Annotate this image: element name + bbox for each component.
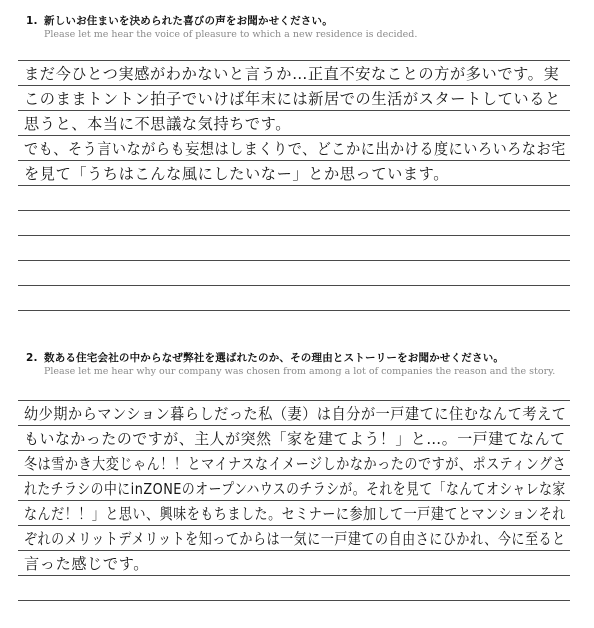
answer-2-line: もいなかったのですが、主人が突然「家を建てよう！」と…。一戸建てなんて xyxy=(24,430,566,448)
rule-line xyxy=(18,310,570,311)
rule-line xyxy=(18,500,570,501)
rule-line xyxy=(18,110,570,111)
question-1-subtitle: Please let me hear the voice of pleasure to which a new residence is decided. xyxy=(44,29,418,40)
answer-1-line: このままトントン拍子でいけば年末には新居での生活がスタートしていると xyxy=(24,90,561,108)
rule-line xyxy=(18,400,570,401)
answer-1-area xyxy=(18,60,570,310)
answer-2-line: れたチラシの中にinZONEのオープンハウスのチラシが。それを見て「なんてオシャレな家 xyxy=(24,480,566,498)
rule-line xyxy=(18,210,570,211)
question-1-title-row xyxy=(26,14,417,28)
answer-2-line: 冬は雪かき大変じゃん！！とマイナスなイメージしかなかったのですが、ポスティングさ xyxy=(24,455,567,473)
rule-line xyxy=(18,85,570,86)
rule-line xyxy=(18,185,570,186)
rule-line xyxy=(18,575,570,576)
answer-1-line: を見て「うちはこんな風にしたいなー」とか思っています。 xyxy=(24,165,450,183)
answer-2-line: 言った感じです。 xyxy=(24,555,150,573)
rule-line xyxy=(18,550,570,551)
question-1-number: 1. xyxy=(26,15,38,27)
rule-line xyxy=(18,235,570,236)
question-1-header xyxy=(26,14,417,41)
answer-1-line: まだ今ひとつ実感がわかないと言うか…正直不安なことの方が多いです。実 xyxy=(24,65,560,83)
rule-line xyxy=(18,160,570,161)
answer-2-line: 幼少期からマンション暮らしだった私（妻）は自分が一戸建てに住むなんて考えて xyxy=(24,405,567,423)
rule-line xyxy=(18,475,570,476)
question-1-title: 新しいお住まいを決められた喜びの声をお聞かせください。 xyxy=(44,15,333,27)
answer-2-line: なんだ！！」と思い、興味をもちました。セミナーに参加して一戸建てとマンションそれ xyxy=(24,505,566,523)
question-2-subtitle: Please let me hear why our company was chosen from among a lot of companies the reason and the story. xyxy=(44,366,556,377)
question-2-title: 数ある住宅会社の中からなぜ弊社を選ばれたのか、その理由とストーリーをお聞かせください。 xyxy=(44,352,505,364)
rule-line xyxy=(18,600,570,601)
rule-line xyxy=(18,135,570,136)
answer-2-area xyxy=(18,400,570,600)
answer-1-line: 思うと、本当に不思議な気持ちです。 xyxy=(24,115,292,133)
question-2-title-row xyxy=(26,351,555,365)
rule-line xyxy=(18,525,570,526)
rule-line xyxy=(18,425,570,426)
question-2-header xyxy=(26,351,555,378)
answer-2-line: ぞれのメリットデメリットを知ってからは一気に一戸建ての自由さにひかれ、今に至ると xyxy=(24,530,566,548)
rule-line xyxy=(18,450,570,451)
answer-1-line: でも、そう言いながらも妄想はしまくりで、どこかに出かける度にいろいろなお宅 xyxy=(24,140,566,158)
question-2-number: 2. xyxy=(26,352,38,364)
rule-line xyxy=(18,260,570,261)
rule-line xyxy=(18,60,570,61)
rule-line xyxy=(18,285,570,286)
